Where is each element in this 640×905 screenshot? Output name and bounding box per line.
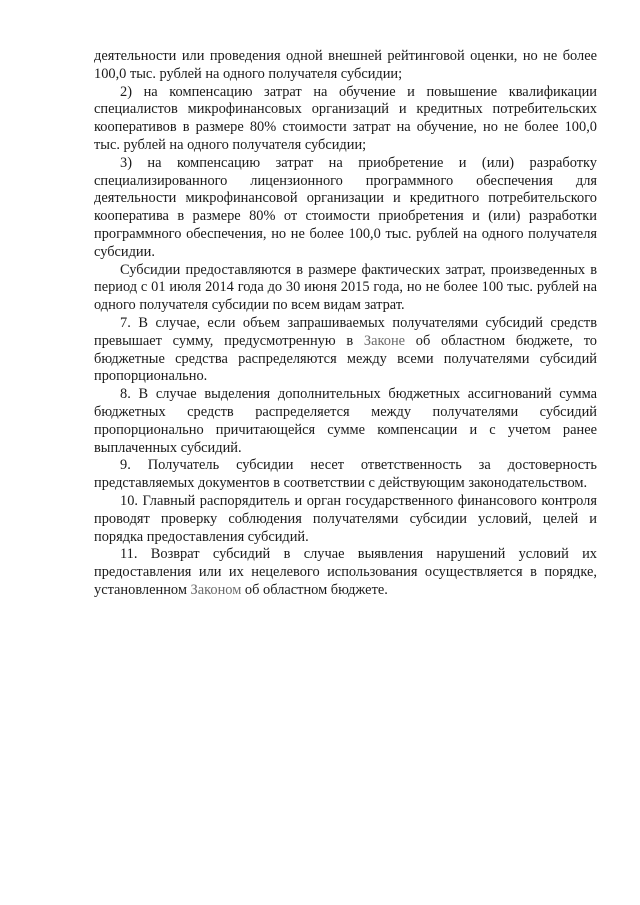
paragraph-7-text-after: об областном бюджете, то бюджетные средства распределяются между всеми получателями субсидий пропорционально. (94, 332, 597, 385)
law-link[interactable]: Законом (190, 581, 242, 598)
paragraph-7 (94, 315, 597, 386)
law-link[interactable]: Законе (363, 332, 406, 349)
document-body (94, 48, 597, 600)
paragraph-11-text-before: 11. Возврат субсидий в случае выявления нарушений условий их предоставления или их нецелевого использования осуществляется в порядке, установленном (94, 546, 597, 598)
paragraph-item-3: 3) на компенсацию затрат на приобретение и (или) разработку специализированного лицензионного программного обеспечения для деятельности микрофинансовой организации и кредитного потребительского кооператива в размере 80% от стоимости приобретения и (или) разработки программного обеспечения, но не более 100,0 тыс. рублей на одного получателя субсидии. (94, 154, 597, 260)
paragraph-7-text-before: 7. В случае, если объем запрашиваемых получателями субсидий средств превышает сумму, предусмотренную в (94, 314, 597, 349)
paragraph-8: 8. В случае выделения дополнительных бюджетных ассигнований сумма бюджетных средств распределяется между получателями субсидий пропорционально причитающейся сумме компенсации и с учетом ранее выплаченных субсидий. (94, 386, 597, 456)
paragraph-item-2: 2) на компенсацию затрат на обучение и повышение квалификации специалистов микрофинансовых организаций и кредитных потребительских кооперативов в размере 80% стоимости затрат на обучение, но не более 100,0 тыс. рублей на одного получателя субсидии; (94, 83, 597, 153)
paragraph-10: 10. Главный распорядитель и орган государственного финансового контроля проводят проверку соблюдения получателями субсидии условий, целей и порядка предоставления субсидий. (94, 492, 597, 545)
paragraph-9: 9. Получатель субсидии несет ответственность за достоверность представляемых документов в соответствии с действующим законодательством. (94, 457, 597, 492)
paragraph-11-text-after: об областном бюджете. (241, 581, 388, 598)
paragraph-subsidy-limit: Субсидии предоставляются в размере фактических затрат, произведенных в период с 01 июля 2014 года до 30 июня 2015 года, но не более 100 тыс. рублей на одного получателя субсидии по всем видам затрат. (94, 261, 597, 314)
paragraph-11 (94, 546, 597, 599)
paragraph-continuation: деятельности или проведения одной внешней рейтинговой оценки, но не более 100,0 тыс. рублей на одного получателя субсидии; (94, 48, 597, 82)
